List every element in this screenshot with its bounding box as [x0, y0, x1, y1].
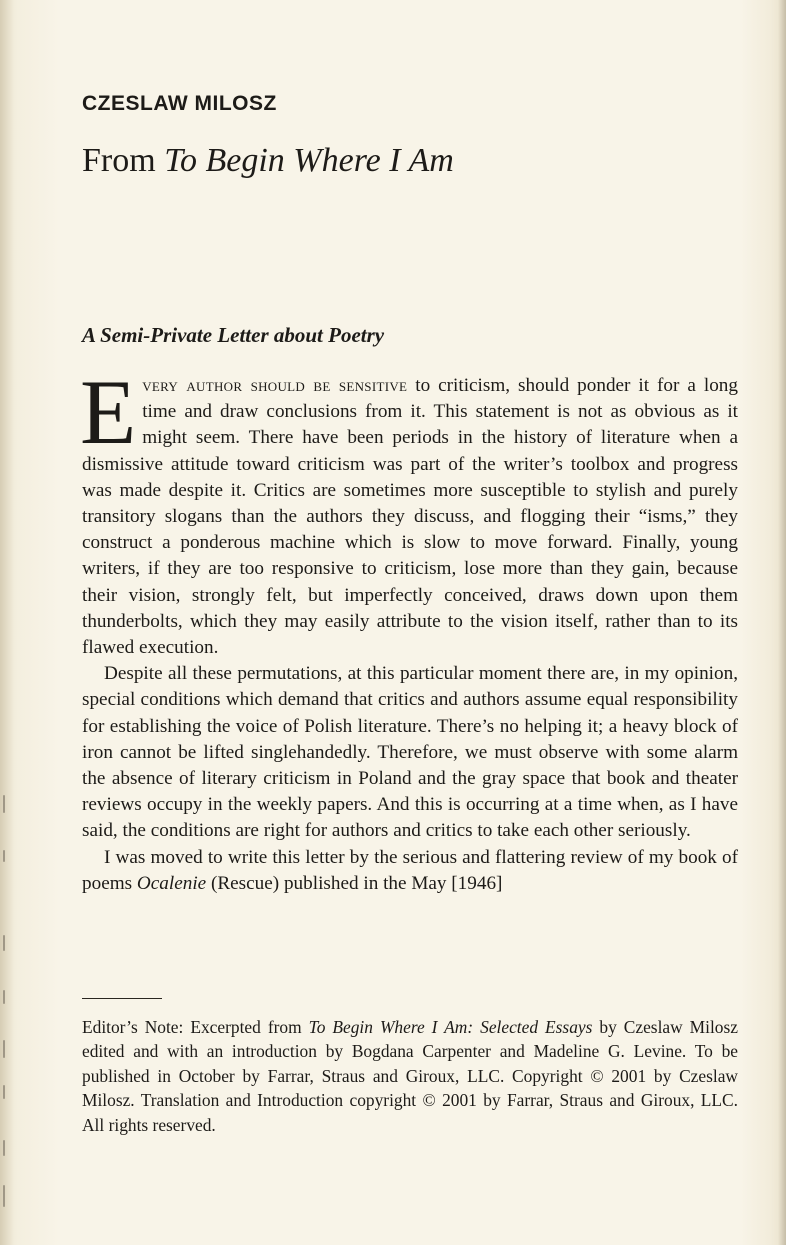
binding-mark	[3, 1085, 5, 1099]
paragraph-1-text: to criticism, should ponder it for a long time and draw conclusions from it. This statement is not as obvious as it might seem. There have been periods in the history of literature when a dismissive attitude toward criticism was part of the writer’s toolbox and progress was made despite it. Critics are sometimes more susceptible to stylish and purely transitory slogans than the authors they discuss, and flogging their “isms,” they construct a ponderous machine which is slow to move forward. Finally, young writers, if they are too responsive to criticism, lose more than they gain, because their vision, strongly felt, but imperfectly conceived, draws down upon them thunderbolts, which they may easily attribute to the vision itself, rather than to its flawed execution.	[82, 375, 738, 659]
editors-note	[82, 1015, 738, 1137]
binding-mark	[3, 1140, 5, 1156]
binding-mark	[3, 850, 5, 862]
paragraph-3-text-start: I was moved to write this letter by the serious and flattering review of my book of poems	[82, 846, 738, 894]
paragraph-2: Despite all these permutations, at this particular moment there are, in my opinion, special conditions which demand that critics and authors assume equal responsibility for establishing the voice of Polish literature. There’s no helping it; a heavy block of iron cannot be lifted singlehandedly. Therefore, we must observe with some alarm the absence of literary criticism in Poland and the gray space that book and theater reviews occupy in the weekly papers. And this is occurring at a time when, as I have said, the conditions are right for authors and critics to take each other seriously.	[82, 663, 738, 842]
editors-note-book-title: To Begin Where I Am: Selected Essays	[308, 1017, 593, 1037]
essay-title	[82, 142, 454, 180]
essay-body	[80, 361, 738, 897]
opening-small-caps: very author should be sensitive	[142, 375, 408, 396]
gutter-shadow	[0, 0, 14, 1245]
binding-mark	[3, 795, 5, 813]
binding-mark	[3, 935, 5, 951]
editors-note-end: by Czeslaw Milosz edited and with an introduction by Bogdana Carpenter and Madeline G. Levine. To be published in October by Farrar, Straus and Giroux, LLC. Copyright © 2001 by Czeslaw Milosz. Translation and Introduction copyright © 2001 by Farrar, Straus and Giroux, LLC. All rights reserved.	[82, 1017, 738, 1135]
page-edge-shadow	[778, 0, 786, 1245]
binding-mark	[3, 1040, 5, 1058]
footnote-divider	[82, 998, 162, 999]
paragraph-3-text-end: (Rescue) published in the May [1946]	[206, 872, 503, 894]
paragraph-1	[80, 361, 738, 661]
drop-cap: E	[80, 361, 137, 463]
binding-mark	[3, 1185, 5, 1207]
title-prefix: From	[82, 142, 165, 179]
editors-note-start: Editor’s Note: Excerpted from	[82, 1017, 309, 1037]
section-subtitle: A Semi-Private Letter about Poetry	[82, 323, 385, 347]
author-name: CZESLAW MILOSZ	[82, 92, 277, 115]
title-italic: To Begin Where I Am	[164, 142, 454, 179]
binding-mark	[3, 990, 5, 1004]
book-title-ocalenie: Ocalenie	[136, 872, 207, 894]
paragraph-3	[82, 845, 738, 897]
